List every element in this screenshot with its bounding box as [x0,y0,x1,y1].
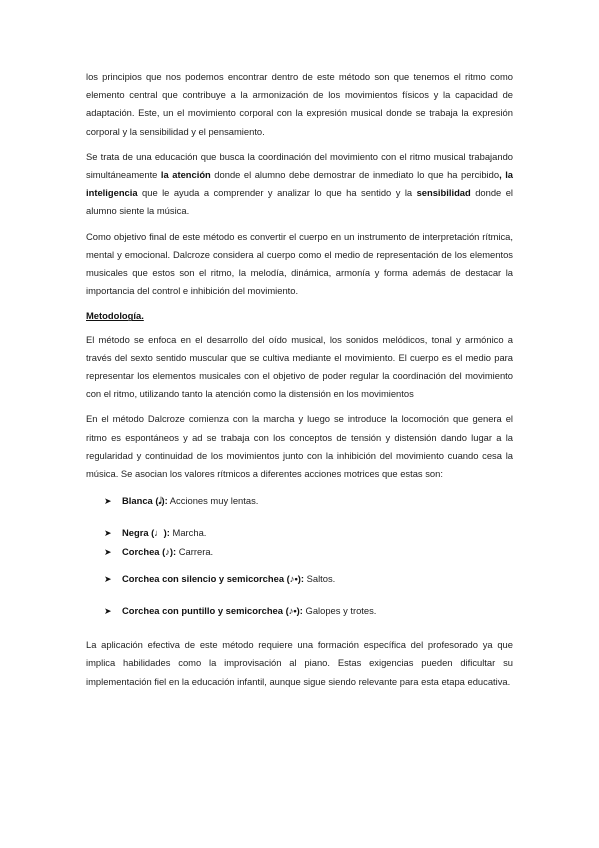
arrow-bullet-icon: ➤ [104,574,112,585]
bold-intelligence: , la inteligencia [86,169,514,199]
list-item-term: Corchea con silencio y semicorchea (♪•): [122,573,304,585]
list-item-desc: Saltos. [304,573,336,585]
paragraph-principles: los principios que nos podemos encontrar dentro de este método son que tenemos el ritmo como elemento central que contribuye a la armonización de los movimientos físicos y la capacidad de adaptación. Este, un el movimiento corporal con la expresión musical donde se trabaja la expresión corporal y la sensibilidad y el pensamiento. [86,71,513,137]
document-page [86,68,513,698]
list-item-desc: Carrera. [176,546,214,558]
text-segment: donde el alumno siente la música. [86,187,513,217]
section-heading-methodology: Metodología. [86,310,144,322]
list-item [86,543,513,561]
list-item-term: Corchea con puntillo y semicorchea (♪•): [122,605,303,617]
paragraph-objective: Como objetivo final de este método es convertir el cuerpo en un instrumento de interpretación rítmica, mental y emocional. Dalcroze considera al cuerpo como el medio de representación de los elementos musicales que estos son el ritmo, la melodía, dinámica, armonía y forma además de destacar la importancia del control e inhibición del movimiento. [86,230,513,297]
arrow-bullet-icon: ➤ [104,528,112,539]
text-segment: donde el alumno debe demostrar de inmediato lo que ha percibido [210,169,500,181]
list-item-desc: Marcha. [169,527,207,539]
bold-attention: la atención [160,169,211,181]
list-item-term: Negra (♩): [122,527,170,539]
list-item [86,524,513,542]
list-item-term: Corchea (♪): [122,546,177,558]
list-item-desc: Galopes y trotes. [302,605,377,617]
list-item [86,492,513,510]
arrow-bullet-icon: ➤ [104,496,112,507]
paragraph-education [86,148,513,221]
list-item-desc: Acciones muy lentas. [167,495,259,507]
list-item [86,570,513,588]
paragraph-method-march: En el método Dalcroze comienza con la marcha y luego se introduce la locomoción que genera el ritmo es espontáneos y ad se trabaja con los conceptos de tensión y distensión dando lugar a la regularidad y continuidad de los movimientos junto con la inhibición del movimiento cuando cesa la música. Se asocian los valores rítmicos a diferentes acciones motrices que estas son: [86,413,513,480]
arrow-bullet-icon: ➤ [104,606,112,617]
list-item [86,602,513,620]
arrow-bullet-icon: ➤ [104,547,112,558]
list-item-term: Blanca (𝅗𝅥): [122,495,168,507]
text-segment: Se trata de una educación que busca la coordinación del movimiento con el ritmo musical trabajando simultáneamente [86,150,513,181]
bold-sensitivity: sensibilidad [416,187,471,199]
paragraph-method-focus: El método se enfoca en el desarrollo del oído musical, los sonidos melódicos, tonal y armónico a través del sexto sentido muscular que se cultiva mediante el movimiento. El cuerpo es el medio para representar los elementos musicales con el objetivo de poder regular la coordinación del movimiento con el ritmo, utilizando tanto la atención como la distensión en los movimientos [86,333,513,400]
text-segment: que le ayuda a comprender y analizar lo que ha sentido y la [137,187,417,199]
paragraph-application: La aplicación efectiva de este método requiere una formación específica del profesorado ya que implica habilidades como la improvisación al piano. Estas exigencias pueden dificultar su implementación fiel en la educación infantil, aunque sigue siendo relevante para esta etapa educativa. [86,639,513,687]
rhythm-values-list [86,492,513,620]
